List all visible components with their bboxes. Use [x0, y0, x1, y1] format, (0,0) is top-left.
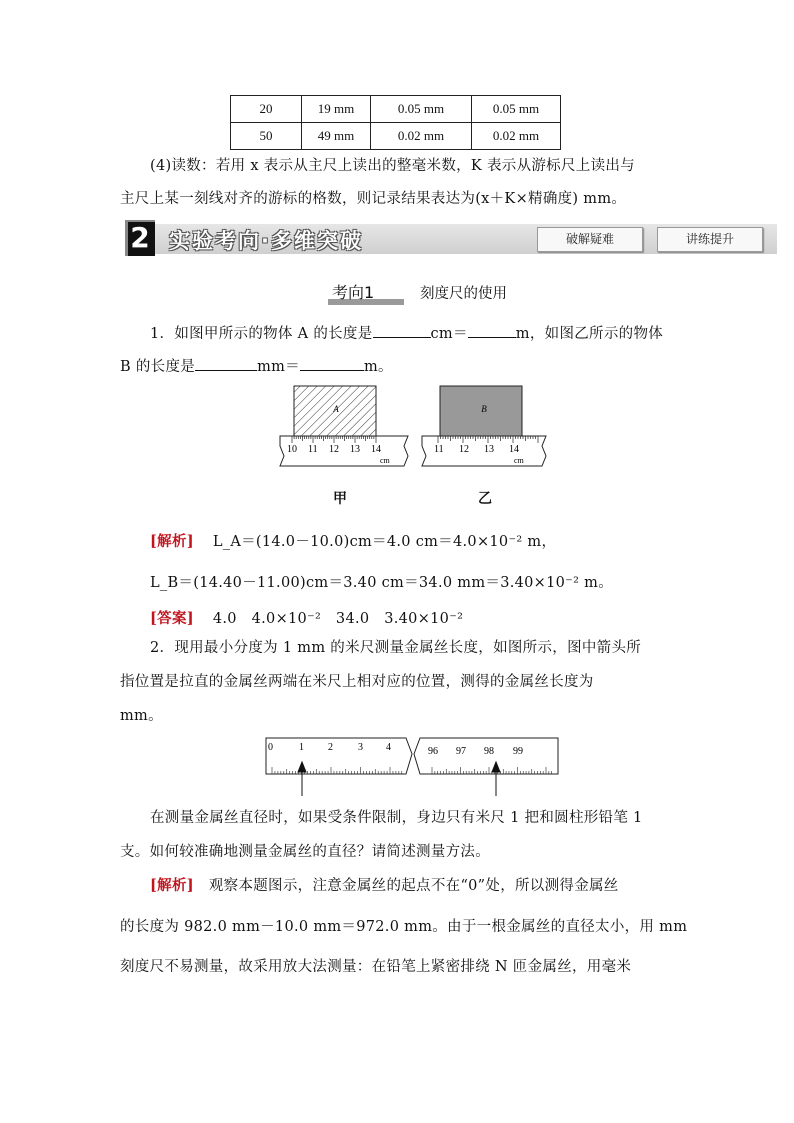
tick-label: 14	[371, 444, 381, 455]
object-b-label: B	[481, 404, 487, 414]
q1-line-2	[120, 355, 393, 376]
caption-left: 甲	[333, 491, 347, 507]
object-a-label: A	[333, 404, 339, 414]
q1-text-c: m，如图乙所示的物体	[515, 326, 664, 342]
section-label: 考向1	[332, 283, 375, 302]
answer-blank	[195, 356, 257, 371]
analysis-text: L_A＝(14.0－10.0)cm＝4.0 cm＝4.0×10⁻² m，	[212, 534, 557, 550]
reading-line-1: (4)读数：若用 x 表示从主尺上读出的整毫米数，K 表示从游标尺上读出与	[150, 158, 635, 174]
answer-blank	[373, 323, 431, 338]
tick-label: 99	[513, 746, 523, 757]
table-cell: 0.05 mm	[371, 96, 472, 123]
table-cell: 20	[231, 96, 302, 123]
q2-analysis-1	[150, 874, 619, 895]
q1-text-f: m。	[363, 359, 393, 375]
q2-line-3: mm。	[120, 708, 163, 724]
banner-title: 实验考向·多维突破	[169, 229, 363, 253]
table-cell: 0.05 mm	[472, 96, 561, 123]
q2-line-4: 在测量金属丝直径时，如果受条件限制，身边只有米尺 1 把和圆柱形铅笔 1	[150, 810, 643, 826]
table-row	[231, 123, 561, 150]
q1-text-e: mm＝	[257, 359, 300, 375]
ruler-figure-q1	[270, 382, 560, 472]
tick-label: 12	[329, 444, 339, 455]
q1-text-a: 1．如图甲所示的物体 A 的长度是	[150, 326, 373, 342]
table-row	[231, 96, 561, 123]
q2-analysis-2: 的长度为 982.0 mm－10.0 mm＝972.0 mm。由于一根金属丝的直径太小，用 mm	[120, 919, 688, 935]
caption-right: 乙	[478, 491, 492, 507]
q1-analysis-2: L_B＝(14.40－11.00)cm＝3.40 cm＝34.0 mm＝3.40×10⁻² m。	[150, 575, 614, 591]
section-title: 刻度尺的使用	[420, 286, 507, 302]
answer-text: 4.0 4.0×10⁻² 34.0 3.40×10⁻²	[212, 611, 464, 627]
unit-label: cm	[380, 456, 390, 465]
vernier-table	[230, 95, 561, 150]
q2-line-1: 2．现用最小分度为 1 mm 的米尺测量金属丝长度，如图所示，图中箭头所	[150, 640, 642, 656]
tick-label: 13	[350, 444, 360, 455]
tick-label: 11	[308, 444, 318, 455]
tick-label: 3	[358, 742, 363, 753]
difficulty-button[interactable]: 破解疑难	[537, 227, 643, 252]
tick-label: 12	[459, 444, 469, 455]
table-cell: 19 mm	[302, 96, 371, 123]
unit-label: cm	[514, 456, 524, 465]
tick-label: 97	[456, 746, 466, 757]
table-cell: 0.02 mm	[472, 123, 561, 150]
tick-label: 11	[434, 444, 444, 455]
ruler-figure-q2	[262, 734, 562, 798]
q2-line-5: 支。如何较准确地测量金属丝的直径？请简述测量方法。	[120, 844, 490, 860]
tick-label: 1	[299, 742, 304, 753]
answer-blank	[468, 323, 516, 338]
q2-analysis-3: 刻度尺不易测量，故采用放大法测量：在铅笔上紧密排绕 N 匝金属丝，用毫米	[120, 959, 632, 975]
answer-blank	[300, 356, 364, 371]
q1-line-1	[150, 322, 663, 343]
tick-label: 13	[484, 444, 494, 455]
q1-analysis-1	[150, 530, 556, 551]
q1-text-b: cm＝	[430, 326, 468, 342]
q1-answer	[150, 607, 463, 628]
table-cell: 50	[231, 123, 302, 150]
q1-text-d: B 的长度是	[120, 359, 196, 375]
answer-tag: [答案]	[150, 610, 194, 627]
tick-label: 2	[328, 742, 333, 753]
practice-button[interactable]: 讲练提升	[657, 227, 763, 252]
analysis-text: 观察本题图示，注意金属丝的起点不在“0”处，所以测得金属丝	[208, 878, 619, 894]
table-cell: 0.02 mm	[371, 123, 472, 150]
analysis-tag: [解析]	[150, 877, 194, 894]
tick-label: 10	[287, 444, 297, 455]
q2-line-2: 指位置是拉直的金属丝两端在米尺上相对应的位置，测得的金属丝长度为	[120, 674, 594, 690]
analysis-tag: [解析]	[150, 533, 194, 550]
section-banner	[125, 220, 777, 256]
tick-label: 4	[386, 742, 391, 753]
reading-line-2: 主尺上某一刻线对齐的游标的格数，则记录结果表达为(x＋K×精确度) mm。	[120, 191, 627, 207]
tick-label: 98	[484, 746, 494, 757]
banner-number: 2	[125, 220, 155, 256]
table-cell: 49 mm	[302, 123, 371, 150]
tick-label: 14	[509, 444, 519, 455]
tick-label: 0	[268, 742, 273, 753]
tick-label: 96	[428, 746, 438, 757]
